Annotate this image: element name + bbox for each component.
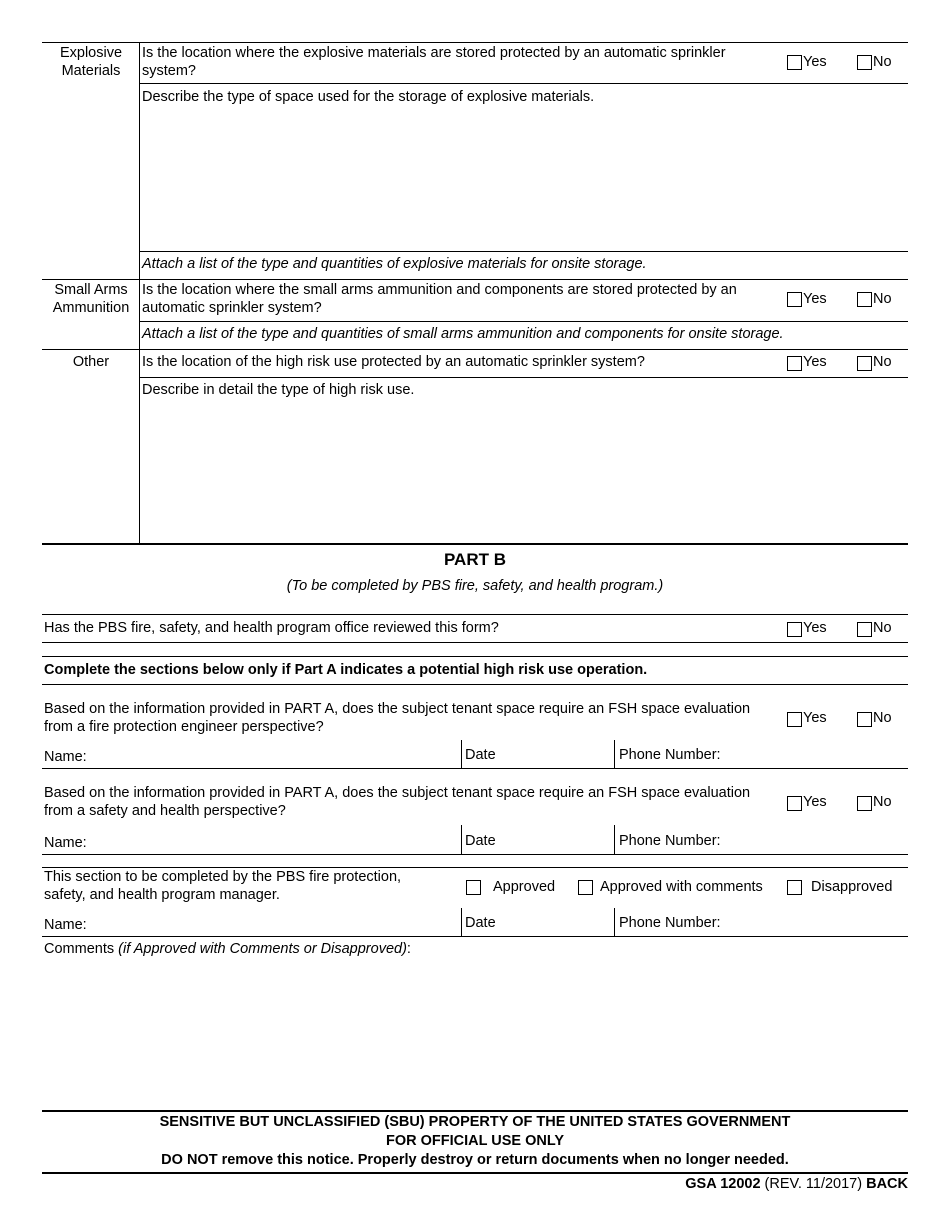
rule-label-column <box>139 42 140 544</box>
rule-sh-phone-divider <box>614 825 615 854</box>
rule-sh-date-divider <box>461 825 462 854</box>
reviewed-no-label: No <box>873 620 892 636</box>
form-number: GSA 12002 <box>685 1176 761 1192</box>
rule-fpe-date-divider <box>461 740 462 768</box>
explosive-describe-field[interactable] <box>141 108 907 250</box>
sh-name-label: Name: <box>44 835 87 851</box>
explosive-label: Explosive Materials <box>59 45 123 79</box>
part-b-subtitle: (To be completed by PBS fire, safety, and health program.) <box>286 578 664 594</box>
explosive-no-label: No <box>873 54 892 70</box>
approved-label: Approved <box>493 879 556 895</box>
fpe-no-label: No <box>873 710 892 726</box>
small-arms-attach-note: Attach a list of the type and quantities of small arms ammunition and components for onsite storage. <box>142 326 784 342</box>
rule-small-arms-top <box>42 279 908 280</box>
footer-sbu-notice: SENSITIVE BUT UNCLASSIFIED (SBU) PROPERTY OF THE UNITED STATES GOVERNMENT <box>159 1114 791 1130</box>
footer-fouo-notice: FOR OFFICIAL USE ONLY <box>385 1133 565 1149</box>
comments-field[interactable] <box>43 960 907 1105</box>
other-describe-field[interactable] <box>141 401 907 541</box>
rule-top <box>42 42 908 43</box>
fpe-yes-checkbox[interactable] <box>787 712 802 727</box>
small-arms-label: Small Arms Ammunition <box>52 282 130 316</box>
fpe-phone-label: Phone Number: <box>619 747 721 763</box>
reviewed-question: Has the PBS fire, safety, and health program office reviewed this form? <box>44 620 499 636</box>
sh-phone-label: Phone Number: <box>619 833 721 849</box>
comments-label-line <box>44 940 411 958</box>
comments-hint: (if Approved with Comments or Disapproved) <box>118 941 407 957</box>
form-revision: (REV. 11/2017) <box>760 1176 867 1192</box>
rule-explosive-q <box>140 83 908 84</box>
other-no-checkbox[interactable] <box>857 356 872 371</box>
small-arms-yes-label: Yes <box>803 291 827 307</box>
instruction-text: Complete the sections below only if Part A indicates a potential high risk use operation. <box>44 662 648 678</box>
explosive-no-checkbox[interactable] <box>857 55 872 70</box>
other-no-label: No <box>873 354 892 370</box>
form-side: BACK <box>866 1176 908 1192</box>
rule-fpe-phone-divider <box>614 740 615 768</box>
fpe-no-checkbox[interactable] <box>857 712 872 727</box>
manager-text: This section to be completed by the PBS fire protection, safety, and health program manager. <box>44 869 402 903</box>
sh-phone-field[interactable] <box>732 830 906 852</box>
rule-part-a-end <box>42 543 908 545</box>
sh-question: Based on the information provided in PART A, does the subject tenant space require an FSH space evaluation from a safety and health perspective? <box>44 785 751 819</box>
manager-date-label: Date <box>465 915 496 931</box>
fpe-question: Based on the information provided in PART A, does the subject tenant space require an FSH space evaluation from a fire protection engineer perspective? <box>44 701 751 735</box>
sh-yes-checkbox[interactable] <box>787 796 802 811</box>
approved-checkbox[interactable] <box>466 880 481 895</box>
rule-instruction-top <box>42 656 908 657</box>
part-b-title: PART B <box>443 550 506 569</box>
manager-name-label: Name: <box>44 917 87 933</box>
rule-other-q <box>140 377 908 378</box>
comments-colon: : <box>406 941 411 957</box>
reviewed-yes-checkbox[interactable] <box>787 622 802 637</box>
sh-name-field[interactable] <box>94 830 458 852</box>
rule-explosive-describe <box>140 251 908 252</box>
explosive-yes-label: Yes <box>803 54 827 70</box>
manager-phone-label: Phone Number: <box>619 915 721 931</box>
fpe-phone-field[interactable] <box>732 744 906 766</box>
small-arms-no-checkbox[interactable] <box>857 292 872 307</box>
reviewed-yes-label: Yes <box>803 620 827 636</box>
explosive-attach-note: Attach a list of the type and quantities of explosive materials for onsite storage. <box>142 256 647 272</box>
other-yes-label: Yes <box>803 354 827 370</box>
rule-reviewed-top <box>42 614 908 615</box>
rule-manager-bottom <box>42 936 908 937</box>
rule-sh-bottom <box>42 854 908 855</box>
disapproved-checkbox[interactable] <box>787 880 802 895</box>
fpe-yes-label: Yes <box>803 710 827 726</box>
footer-do-not-remove: DO NOT remove this notice. Properly destroy or return documents when no longer needed. <box>161 1152 789 1168</box>
disapproved-label: Disapproved <box>811 879 893 895</box>
rule-footer-bottom <box>42 1172 908 1174</box>
fpe-date-label: Date <box>465 747 496 763</box>
rule-footer-top <box>42 1110 908 1112</box>
form-id-line <box>685 1175 908 1193</box>
explosive-describe-label: Describe the type of space used for the storage of explosive materials. <box>142 89 595 105</box>
other-describe-label: Describe in detail the type of high risk use. <box>142 382 415 398</box>
small-arms-no-label: No <box>873 291 892 307</box>
approved-with-comments-checkbox[interactable] <box>578 880 593 895</box>
sh-date-label: Date <box>465 833 496 849</box>
manager-phone-field[interactable] <box>732 912 906 934</box>
comments-label: Comments <box>44 941 115 957</box>
sh-date-field[interactable] <box>500 830 610 852</box>
small-arms-yes-checkbox[interactable] <box>787 292 802 307</box>
rule-fpe-bottom <box>42 768 908 769</box>
reviewed-no-checkbox[interactable] <box>857 622 872 637</box>
fpe-date-field[interactable] <box>500 744 610 766</box>
sh-no-checkbox[interactable] <box>857 796 872 811</box>
rule-other-top <box>42 349 908 350</box>
rule-small-arms-q <box>140 321 908 322</box>
rule-manager-date-divider <box>461 908 462 936</box>
approved-with-comments-label: Approved with comments <box>600 879 763 895</box>
fpe-name-label: Name: <box>44 749 87 765</box>
other-yes-checkbox[interactable] <box>787 356 802 371</box>
other-label: Other <box>72 354 110 370</box>
rule-reviewed-bottom <box>42 642 908 643</box>
other-question: Is the location of the high risk use protected by an automatic sprinkler system? <box>142 354 645 370</box>
explosive-question: Is the location where the explosive materials are stored protected by an automatic sprinkler system? <box>142 45 726 79</box>
sh-yes-label: Yes <box>803 794 827 810</box>
small-arms-question: Is the location where the small arms ammunition and components are stored protected by an automatic sprinkler system? <box>142 282 737 316</box>
sh-no-label: No <box>873 794 892 810</box>
rule-manager-phone-divider <box>614 908 615 936</box>
rule-instruction-bottom <box>42 684 908 685</box>
manager-date-field[interactable] <box>500 912 610 934</box>
explosive-yes-checkbox[interactable] <box>787 55 802 70</box>
fpe-name-field[interactable] <box>94 744 458 766</box>
manager-name-field[interactable] <box>94 912 458 934</box>
